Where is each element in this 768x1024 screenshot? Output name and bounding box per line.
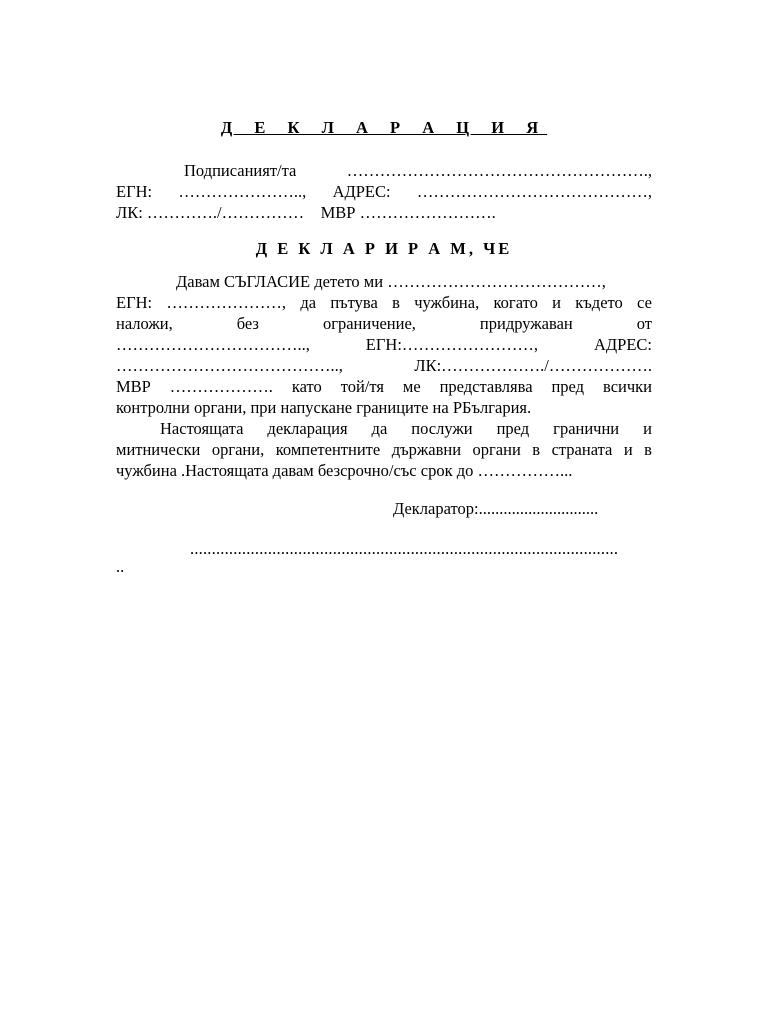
word: декларация [267, 419, 348, 438]
consent-line-2 [116, 292, 652, 313]
document-title: Д Е К Л А Р А Ц И Я [220, 118, 548, 137]
mvr-dots: ……………………. [359, 203, 496, 222]
word: всички [603, 377, 652, 396]
word: се [637, 293, 652, 312]
signatory-label: Подписаният/та [184, 161, 297, 180]
address-dots: ……………………………………, [416, 182, 652, 201]
consent-line-1 [116, 271, 652, 292]
word: когато [493, 293, 538, 312]
word: като [291, 377, 322, 396]
consent-line-3 [116, 313, 652, 334]
word: в [644, 440, 652, 459]
word: наложи, [116, 314, 173, 333]
consent-line-7: контролни органи, при напускане границите на РБългария. [116, 398, 532, 417]
egn-dots: ………………….., [178, 182, 307, 201]
signature-line-end: .. [116, 557, 125, 576]
word: страната [551, 440, 613, 459]
declarator-signature: Декларатор:............................. [393, 499, 599, 518]
word: и [623, 440, 633, 459]
word: АДРЕС: [593, 335, 652, 354]
word: ограничение, [322, 314, 416, 333]
intro-line-2 [116, 181, 652, 202]
consent-paragraph [116, 271, 652, 481]
word: органи [472, 440, 521, 459]
word: и [552, 293, 561, 312]
word: където [575, 293, 623, 312]
word: ………………………………….., [116, 356, 343, 375]
mvr-label: МВР [320, 203, 356, 222]
word: чужбина, [414, 293, 480, 312]
word: Настоящата [160, 419, 244, 438]
intro-line-1 [116, 160, 652, 181]
word: придружаван [479, 314, 573, 333]
consent-line-4 [116, 334, 652, 355]
intro-line-3 [116, 202, 652, 223]
word: …………………………….., [116, 335, 310, 354]
lk-label: ЛК: [116, 203, 143, 222]
word: компетентните [275, 440, 381, 459]
lk-dots: …………./…………… [146, 203, 305, 222]
word: държавни [391, 440, 462, 459]
word: ………………. [169, 377, 273, 396]
word: пред [496, 419, 530, 438]
word: пред [551, 377, 585, 396]
word: гранични [553, 419, 620, 438]
word: ЛК:………………./………………. [414, 356, 652, 375]
word: в [392, 293, 400, 312]
purpose-line-3: чужбина .Настоящата давам безсрочно/със срок до ……………... [116, 461, 573, 480]
purpose-line-2 [116, 439, 652, 460]
word: митнически [116, 440, 201, 459]
word: той/тя [340, 377, 384, 396]
word: представлява [439, 377, 533, 396]
signature-dotted-line: ................................................................................................... [190, 539, 619, 558]
intro-block [116, 160, 652, 223]
word: да [300, 293, 317, 312]
word: без [236, 314, 259, 333]
egn-label: ЕГН: [116, 182, 153, 201]
consent-text: Давам СЪГЛАСИЕ детето ми …………………………………, [176, 272, 606, 291]
address-label: АДРЕС: [332, 182, 391, 201]
word: в [532, 440, 541, 459]
word: ЕГН: [116, 293, 153, 312]
consent-line-6 [116, 376, 652, 397]
word: послужи [411, 419, 473, 438]
word: от [636, 314, 652, 333]
word: ЕГН:……………………, [365, 335, 539, 354]
word: пътува [330, 293, 378, 312]
consent-line-5 [116, 355, 652, 376]
word: и [643, 419, 652, 438]
declaration-subtitle: Д Е К Л А Р И Р А М, ЧЕ [255, 239, 513, 258]
signatory-dots: ………………………………………………., [346, 161, 652, 180]
word: органи, [211, 440, 265, 459]
word: МВР [116, 377, 151, 396]
word: да [371, 419, 388, 438]
word: …………………, [166, 293, 287, 312]
word: ме [402, 377, 421, 396]
purpose-line-1 [116, 418, 652, 439]
